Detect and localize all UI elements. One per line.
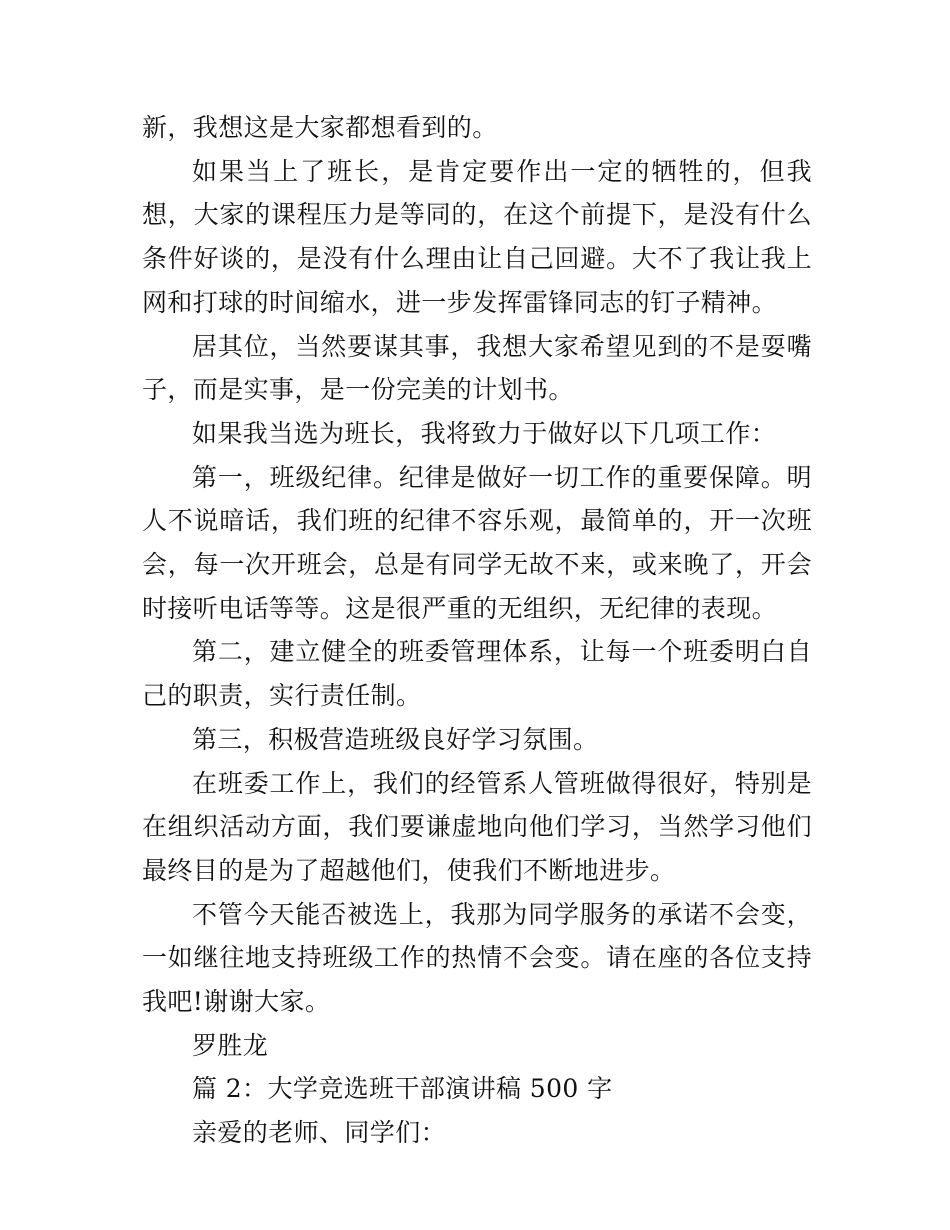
paragraph-sacrifice: 如果当上了班长，是肯定要作出一定的牺牲的，但我想，大家的课程压力是等同的，在这个前提下，是没有什么条件好谈的，是没有什么理由让自己回避。大不了我让我上网和打球的时间缩水，进一步发挥雷锋同志的钉子精神。 (142, 156, 812, 317)
paragraph-closing: 不管今天能否被选上，我那为同学服务的承诺不会变，一如继往地支持班级工作的热情不会变。请在座的各位支持我吧!谢谢大家。 (142, 899, 812, 1017)
paragraph-continuation: 新，我想这是大家都想看到的。 (142, 113, 498, 142)
document-page (142, 106, 812, 1155)
paragraph-first-point: 第一，班级纪律。纪律是做好一切工作的重要保障。明人不说暗话，我们班的纪律不容乐观，最简单的，开一次班会，每一次开班会，总是有同学无故不来，或来晚了，开会时接听电话等等。这是很严重的无组织，无纪律的表现。 (142, 462, 812, 623)
author-signature: 罗胜龙 (192, 1030, 269, 1060)
paragraph-position: 居其位，当然要谋其事，我想大家希望见到的不是耍嘴子，而是实事，是一份完美的计划书。 (142, 331, 812, 405)
paragraph-third-point: 第三，积极营造班级良好学习氛围。 (192, 724, 599, 754)
salutation: 亲爱的老师、同学们： (192, 1118, 447, 1148)
paragraph-plan-intro: 如果我当选为班长，我将致力于做好以下几项工作： (192, 418, 777, 448)
section-heading: 篇 2：大学竞选班干部演讲稿 500 字 (192, 1074, 613, 1104)
paragraph-second-point: 第二，建立健全的班委管理体系，让每一个班委明白自己的职责，实行责任制。 (142, 637, 812, 711)
paragraph-committee-work: 在班委工作上，我们的经管系人管班做得很好，特别是在组织活动方面，我们要谦虚地向他们学习，当然学习他们最终目的是为了超越他们，使我们不断地进步。 (142, 768, 812, 885)
